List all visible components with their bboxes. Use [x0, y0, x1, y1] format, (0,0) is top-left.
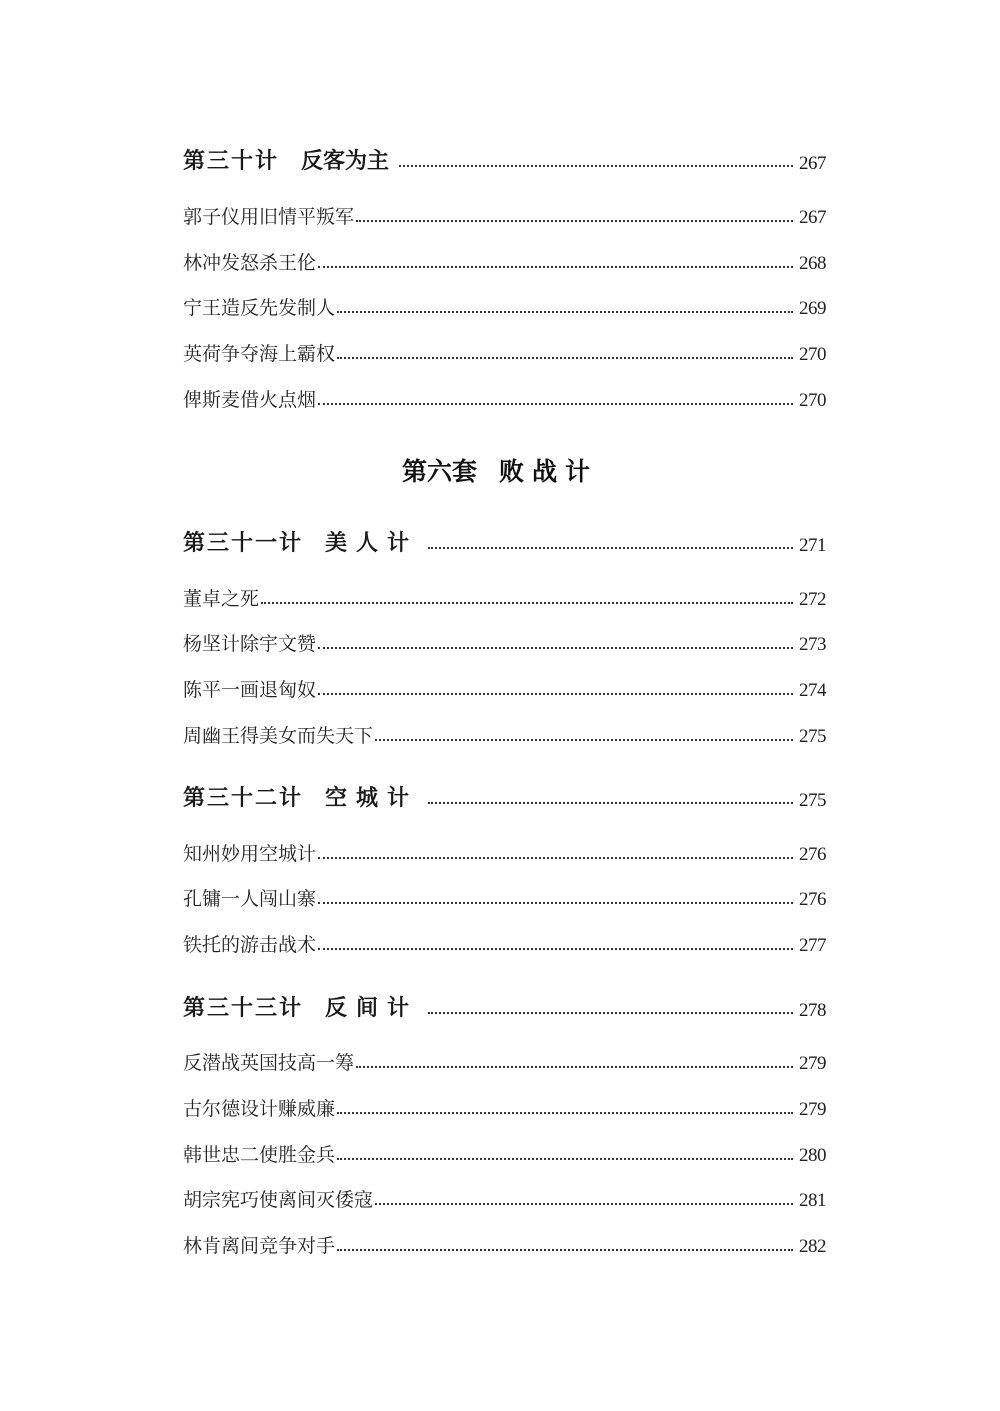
page-number: 273 [799, 634, 826, 655]
toc-entry[interactable] [183, 1049, 826, 1075]
toc-entry[interactable] [183, 1141, 826, 1167]
chapter-number: 第三十二计 [183, 786, 304, 811]
page-number: 275 [799, 726, 826, 747]
page-number: 271 [799, 535, 826, 556]
chapter-name: 反客为主 [301, 149, 390, 174]
page-number: 275 [799, 790, 826, 811]
toc-entry[interactable] [183, 722, 826, 748]
toc-entry[interactable] [183, 885, 826, 911]
toc-entry[interactable] [183, 840, 826, 866]
entry-title: 俾斯麦借火点烟 [183, 389, 317, 411]
dot-leader [337, 1102, 793, 1121]
toc-chapter-30[interactable] [183, 145, 826, 175]
entry-title: 宁王造反先发制人 [183, 297, 336, 319]
entry-title: 林肯离间竞争对手 [183, 1235, 336, 1257]
dot-leader [375, 1193, 793, 1212]
page-number: 270 [799, 344, 826, 365]
chapter-name: 反间计 [325, 996, 419, 1021]
toc-chapter-33[interactable] [183, 992, 826, 1022]
toc-entry[interactable] [183, 1095, 826, 1121]
toc-entry[interactable] [183, 676, 826, 702]
chapter-name: 美人计 [325, 531, 419, 556]
section-number: 第六套 [401, 457, 477, 486]
dot-leader [428, 1000, 793, 1022]
page-number: 268 [799, 253, 826, 274]
dot-leader [356, 210, 793, 229]
toc-entry[interactable] [183, 203, 826, 229]
chapter-number: 第三十一计 [183, 531, 304, 556]
toc-entry[interactable] [183, 294, 826, 320]
entry-title: 周幽王得美女而失天下 [183, 725, 374, 747]
toc-entry[interactable] [183, 630, 826, 656]
dot-leader [337, 1239, 793, 1258]
chapter-title [183, 144, 389, 175]
toc-entry[interactable] [183, 340, 826, 366]
dot-leader [318, 637, 793, 656]
dot-leader [318, 847, 793, 866]
entry-title: 韩世忠二使胜金兵 [183, 1144, 336, 1166]
dot-leader [375, 729, 793, 748]
page-number: 269 [799, 298, 826, 319]
dot-leader [356, 1056, 793, 1075]
dot-leader [428, 535, 793, 557]
chapter-title [183, 991, 418, 1022]
dot-leader [318, 683, 793, 702]
page-number: 281 [799, 1190, 826, 1211]
page-number: 267 [799, 207, 826, 228]
entry-title: 古尔德设计赚威廉 [183, 1098, 336, 1120]
chapter-number: 第三十三计 [183, 996, 304, 1021]
page-number: 272 [799, 589, 826, 610]
dot-leader [318, 892, 793, 911]
dot-leader [428, 790, 793, 812]
entry-title: 杨坚计除宇文赞 [183, 633, 317, 655]
dot-leader [318, 393, 793, 412]
dot-leader [337, 347, 793, 366]
toc-chapter-31[interactable] [183, 527, 826, 557]
entry-title: 林冲发怒杀王伦 [183, 252, 317, 274]
page-number: 276 [799, 889, 826, 910]
entry-title: 郭子仪用旧情平叛军 [183, 206, 355, 228]
page-number: 270 [799, 390, 826, 411]
chapter-name: 空城计 [325, 786, 419, 811]
toc-entry[interactable] [183, 1186, 826, 1212]
page-number: 277 [799, 935, 826, 956]
toc-entry[interactable] [183, 386, 826, 412]
dot-leader [337, 301, 793, 320]
entry-title: 英荷争夺海上霸权 [183, 343, 336, 365]
chapter-number: 第三十计 [183, 149, 280, 174]
toc-entry[interactable] [183, 1232, 826, 1258]
dot-leader [261, 592, 793, 611]
dot-leader [318, 938, 793, 957]
chapter-title [183, 526, 418, 557]
entry-title: 孔镛一人闯山寨 [183, 888, 317, 910]
toc-entry[interactable] [183, 585, 826, 611]
dot-leader [337, 1148, 793, 1167]
entry-title: 胡宗宪巧使离间灭倭寇 [183, 1189, 374, 1211]
entry-title: 知州妙用空城计 [183, 843, 317, 865]
page-number: 280 [799, 1145, 826, 1166]
page-number: 274 [799, 680, 826, 701]
toc-chapter-32[interactable] [183, 782, 826, 812]
page-number: 282 [799, 1236, 826, 1257]
toc-entry[interactable] [183, 249, 826, 275]
dot-leader [399, 153, 793, 175]
entry-title: 陈平一画退匈奴 [183, 679, 317, 701]
entry-title: 铁托的游击战术 [183, 934, 317, 956]
section-heading [0, 452, 1000, 488]
section-name: 败战计 [499, 457, 599, 486]
page-number: 278 [799, 1000, 826, 1021]
page-number: 267 [799, 153, 826, 174]
page-number: 276 [799, 844, 826, 865]
chapter-title [183, 781, 418, 812]
toc-entry[interactable] [183, 931, 826, 957]
entry-title: 反潜战英国技高一筹 [183, 1052, 355, 1074]
entry-title: 董卓之死 [183, 588, 260, 610]
page-number: 279 [799, 1099, 826, 1120]
page-number: 279 [799, 1053, 826, 1074]
dot-leader [318, 256, 793, 275]
